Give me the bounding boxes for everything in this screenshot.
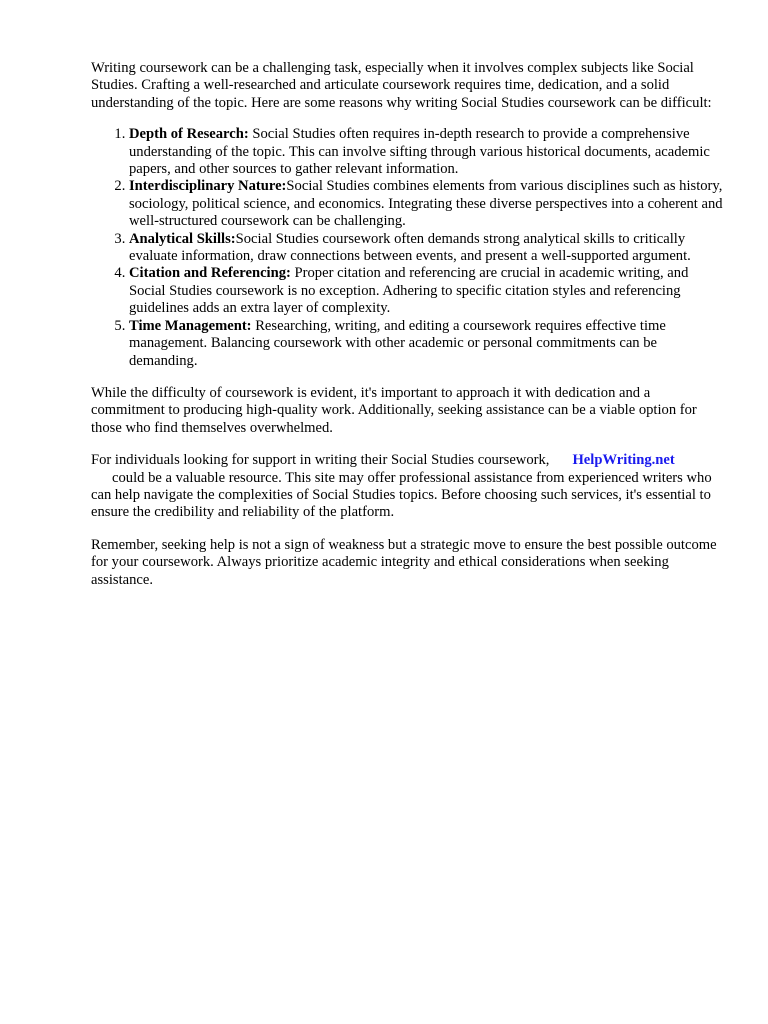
list-item xyxy=(129,265,723,317)
reason-text: Researching, writing, and editing a coursework requires effective time management. Balancing coursework with other academic or personal commitments can be demanding. xyxy=(129,317,666,369)
closing-paragraph: Remember, seeking help is not a sign of weakness but a strategic move to ensure the best possible outcome for your coursework. Always prioritize academic integrity and ethical considerations when seeking assistance. xyxy=(91,536,717,588)
reason-text: Social Studies often requires in-depth research to provide a comprehensive understanding of the topic. This can involve sifting through various historical documents, academic papers, and other sources to gather relevant information. xyxy=(129,126,710,178)
reason-text: Social Studies coursework often demands strong analytical skills to critically evaluate information, draw connections between events, and present a well-supported argument. xyxy=(129,230,691,265)
support-text-before: For individuals looking for support in writing their Social Studies coursework, xyxy=(91,452,550,469)
reason-term: Analytical Skills: xyxy=(129,230,236,247)
list-item xyxy=(129,318,723,370)
helpwriting-link[interactable]: HelpWriting.net xyxy=(572,452,675,469)
reason-text: Social Studies combines elements from various disciplines such as history, sociology, political science, and economics. Integrating these diverse perspectives into a coherent and well-structured coursework can be challenging. xyxy=(129,178,723,230)
document-page xyxy=(91,60,723,604)
reason-term: Depth of Research: xyxy=(129,126,249,143)
reason-term: Time Management: xyxy=(129,317,252,334)
list-item xyxy=(129,178,723,230)
support-paragraph xyxy=(91,452,723,522)
list-item xyxy=(129,231,723,266)
intro-paragraph: Writing coursework can be a challenging task, especially when it involves complex subjects like Social Studies. Crafting a well-researched and articulate coursework requires time, dedication, and a solid understanding of the topic. Here are some reasons why writing Social Studies coursework can be difficult: xyxy=(91,60,712,111)
reason-term: Citation and Referencing: xyxy=(129,265,291,282)
body-paragraph: While the difficulty of coursework is evident, it's important to approach it with dedication and a commitment to producing high-quality work. Additionally, seeking assistance can be a viable option for those who find themselves overwhelmed. xyxy=(91,384,697,436)
reasons-list xyxy=(91,126,723,370)
reason-term: Interdisciplinary Nature: xyxy=(129,178,287,195)
list-item xyxy=(129,126,723,178)
reason-text: Proper citation and referencing are crucial in academic writing, and Social Studies coursework is no exception. Adhering to specific citation styles and referencing guidelines adds an extra layer of complexity. xyxy=(129,265,689,317)
support-text-after: could be a valuable resource. This site may offer professional assistance from experienced writers who can help navigate the complexities of Social Studies topics. Before choosing such services, it's essential to ensure the credibility and reliability of the platform. xyxy=(91,469,712,521)
